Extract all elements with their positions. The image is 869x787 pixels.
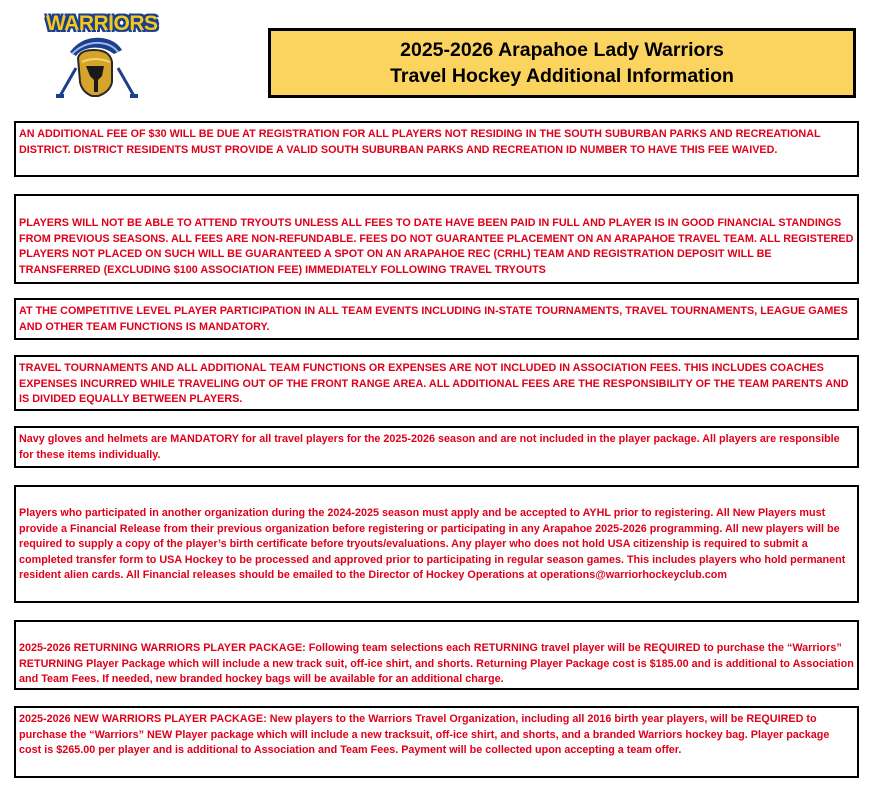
- title-line-1: 2025-2026 Arapahoe Lady Warriors: [400, 39, 724, 61]
- spartan-helmet-icon: [42, 10, 152, 100]
- out-of-district-fee-section: [14, 121, 859, 177]
- new-player-package-section: [14, 706, 859, 778]
- section-text: 2025-2026 NEW WARRIORS PLAYER PACKAGE: New players to the Warriors Travel Organization, including all 2016 birth year players, will be REQUIRED to purchase the “Warriors” NEW Player package which will include a new tracksuit, off-ice shirt, and shorts, and a branded Warriors hockey bag. Player package cost is $265.00 per player and is additional to Association and Team Fees. Payment will be collected upon accepting a team offer.: [19, 713, 830, 756]
- section-text: Players who participated in another organization during the 2024-2025 season must apply and be accepted to AYHL prior to registering. All New Players must provide a Financial Release from their previous organization before registering or participating in any Arapahoe 2025-2026 programming. All new players will be required to supply a copy of the player’s birth certificate before tryouts/evaluations. Any player who does not hold USA citizenship is required to submit a completed transfer form to USA Hockey to be processed and approved prior to participating in regular season games. This includes players who hold permanent resident alien cards. All Financial releases should be emailed to the Director of Hockey Operations at operations@warriorhockeyclub.com: [19, 507, 846, 581]
- section-text: AT THE COMPETITIVE LEVEL PLAYER PARTICIPATION IN ALL TEAM EVENTS INCLUDING IN-STATE TOURNAMENTS, TRAVEL TOURNAMENTS, LEAGUE GAMES AND OTHER TEAM FUNCTIONS IS MANDATORY.: [19, 305, 848, 333]
- section-text: PLAYERS WILL NOT BE ABLE TO ATTEND TRYOUTS UNLESS ALL FEES TO DATE HAVE BEEN PAID IN FULL AND PLAYER IS IN GOOD FINANCIAL STANDINGS FROM PREVIOUS SEASONS. ALL FEES ARE NON-REFUNDABLE. FEES DO NOT GUARANTEE PLACEMENT ON AN ARAPAHOE TRAVEL TEAM. ALL REGISTERED PLAYERS NOT PLACED ON SUCH WILL BE GUARANTEED A SPOT ON AN ARAPAHOE REC (CRHL) TEAM AND REGISTRATION DEPOSIT WILL BE TRANSFERRED (EXCLUDING $100 ASSOCIATION FEE) IMMEDIATELY FOLLOWING TRAVEL TRYOUTS: [19, 217, 854, 276]
- section-text: 2025-2026 RETURNING WARRIORS PLAYER PACKAGE: Following team selections each RETURNING travel player will be REQUIRED to purchase the “Warriors” RETURNING Player Package which will include a new track suit, off-ice shirt, and shorts. Returning Player Package cost is $185.00 and is additional to Association and Team Fees. If needed, new branded hockey bags will be available for an additional charge.: [19, 642, 854, 685]
- section-text: Navy gloves and helmets are MANDATORY for all travel players for the 2025-2026 season and are not included in the player package. All players are responsible for these items individually.: [19, 433, 840, 461]
- gloves-helmets-section: [14, 426, 859, 468]
- title-banner: [268, 28, 856, 98]
- tryout-fees-section: [14, 194, 859, 284]
- logo-text: WARRIORS: [46, 12, 158, 35]
- section-text: AN ADDITIONAL FEE OF $30 WILL BE DUE AT REGISTRATION FOR ALL PLAYERS NOT RESIDING IN THE SOUTH SUBURBAN PARKS AND RECREATIONAL DISTRICT. DISTRICT RESIDENTS MUST PROVIDE A VALID SOUTH SUBURBAN PARKS AND RECREATION ID NUMBER TO HAVE THIS FEE WAIVED.: [19, 128, 821, 156]
- section-text: TRAVEL TOURNAMENTS AND ALL ADDITIONAL TEAM FUNCTIONS OR EXPENSES ARE NOT INCLUDED IN ASSOCIATION FEES. THIS INCLUDES COACHES EXPENSES INCURRED WHILE TRAVELING OUT OF THE FRONT RANGE AREA. ALL ADDITIONAL FEES ARE THE RESPONSIBILITY OF THE TEAM PARENTS AND IS DIVIDED EQUALLY BETWEEN PLAYERS.: [19, 362, 849, 405]
- returning-player-package-section: [14, 620, 859, 690]
- title-line-2: Travel Hockey Additional Information: [390, 65, 734, 87]
- travel-expenses-section: [14, 355, 859, 411]
- warriors-logo: [42, 10, 158, 100]
- new-players-transfer-section: [14, 485, 859, 603]
- mandatory-participation-section: [14, 298, 859, 340]
